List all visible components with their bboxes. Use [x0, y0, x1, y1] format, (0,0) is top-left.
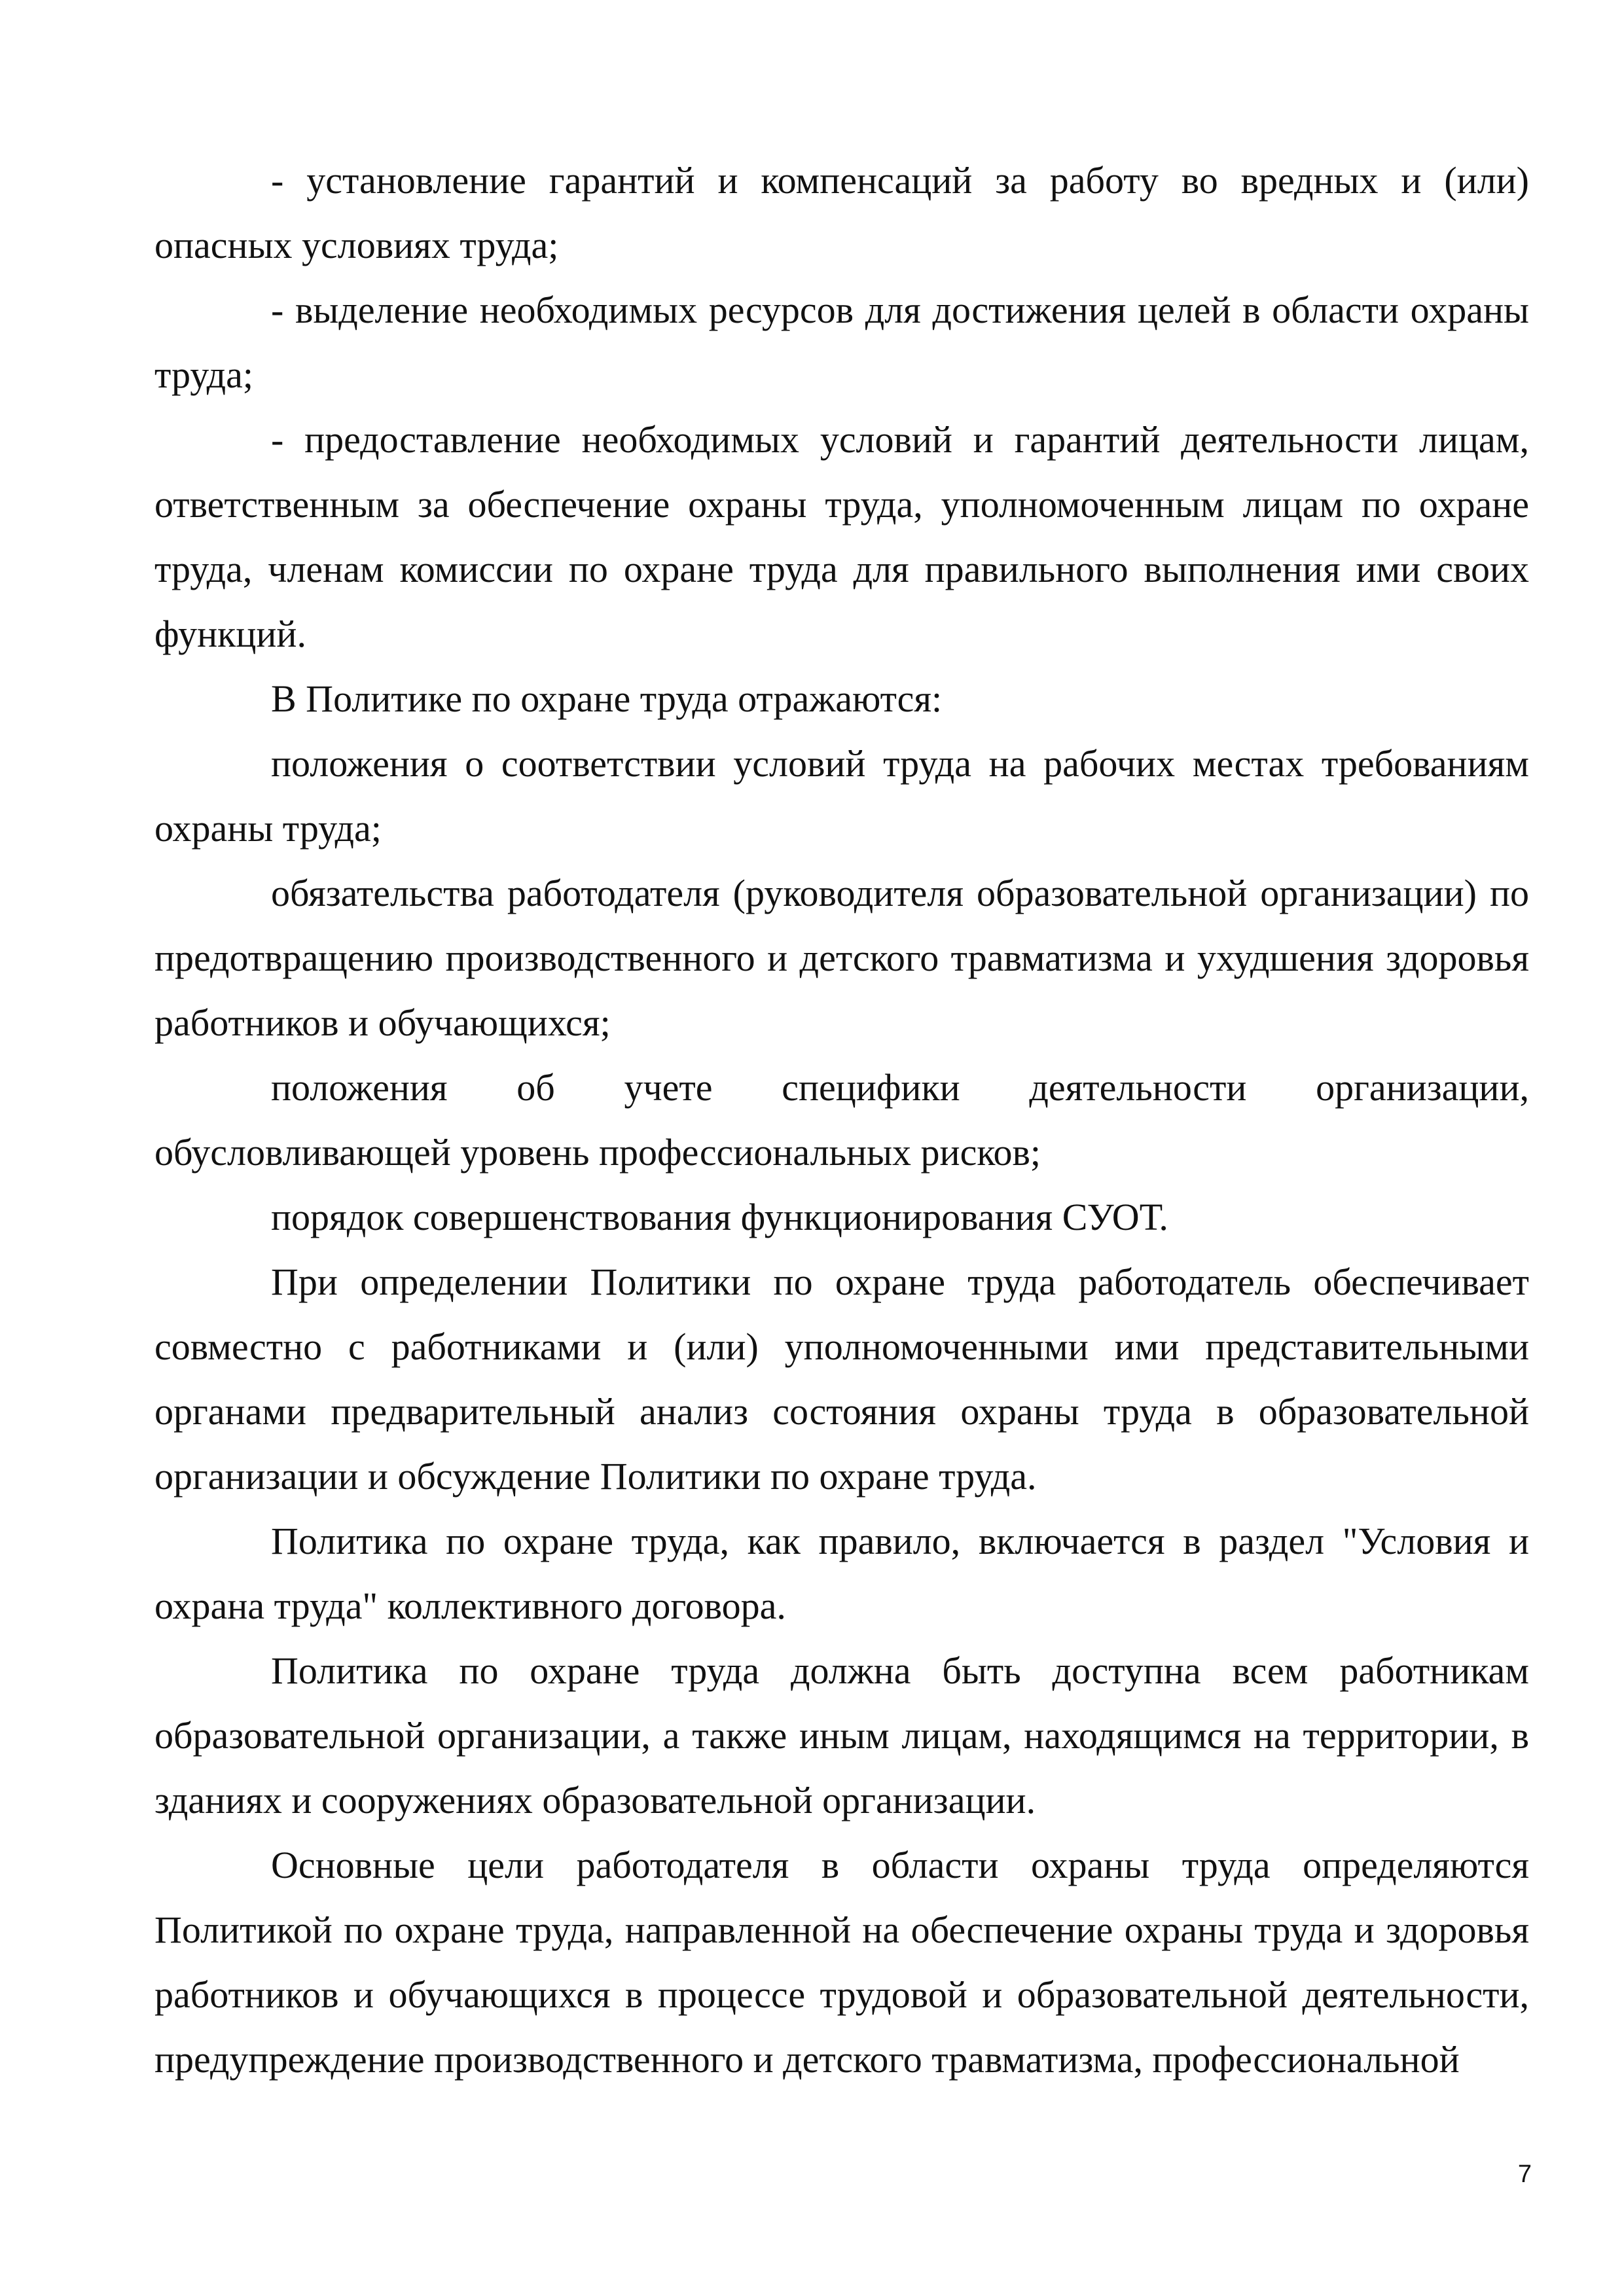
paragraph-employer-obligations: обязательства работодателя (руководителя образовательной организации) по предотвращению производственного и детского травматизма и ухудшения здоровья работников и обучающихся; — [154, 872, 1529, 1044]
paragraph-responsible-persons: - предоставление необходимых условий и гарантий деятельности лицам, ответственным за обеспечение охраны труда, уполномоченным лицам по охране труда, членам комиссии по охране труда для правильного выполнения ими своих функций. — [154, 418, 1529, 655]
document-body — [154, 148, 1529, 2092]
paragraph-main-goals: Основные цели работодателя в области охраны труда определяются Политикой по охране труда, направленной на обеспечение охраны труда и здоровья работников и обучающихся в процессе трудовой и образовательной деятельности, предупреждение производственного и детского травматизма, профессиональной — [154, 1844, 1529, 2081]
page-number: 7 — [1517, 2161, 1532, 2188]
paragraph-policy-reflects: В Политике по охране труда отражаются: — [271, 677, 943, 720]
paragraph-policy-definition: При определении Политики по охране труда работодатель обеспечивает совместно с работниками и (или) уполномоченными ими представительными органами предварительный анализ состояния охраны труда в образовательной организации и обсуждение Политики по охране труда. — [154, 1261, 1529, 1498]
paragraph-collective-agreement: Политика по охране труда, как правило, включается в раздел "Условия и охрана труда" коллективного договора. — [154, 1520, 1529, 1627]
paragraph-working-conditions: положения о соответствии условий труда на рабочих местах требованиям охраны труда; — [154, 742, 1529, 850]
paragraph-guarantees-compensation: - установление гарантий и компенсаций за работу во вредных и (или) опасных условиях труда; — [154, 159, 1529, 266]
paragraph-resources: - выделение необходимых ресурсов для достижения целей в области охраны труда; — [154, 289, 1529, 396]
paragraph-policy-availability: Политика по охране труда должна быть доступна всем работникам образовательной организации, а также иным лицам, находящимся на территории, в зданиях и сооружениях образовательной организации. — [154, 1649, 1529, 1821]
paragraph-suot-improvement: порядок совершенствования функционирования СУОТ. — [271, 1196, 1168, 1238]
paragraph-specifics: положения об учете специфики деятельности организации, обусловливающей уровень профессиональных рисков; — [154, 1066, 1529, 1174]
